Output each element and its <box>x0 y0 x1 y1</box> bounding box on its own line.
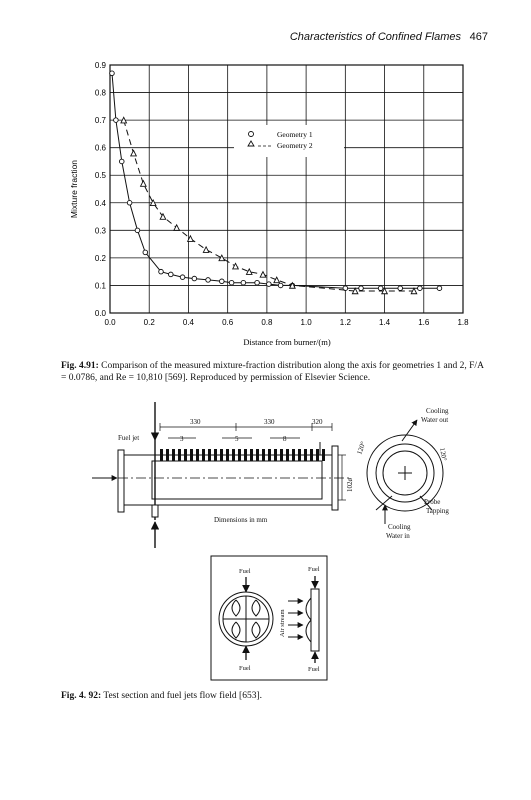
data-point-geometry-1 <box>127 200 132 205</box>
dim-8: 8 <box>283 435 287 443</box>
cooled-liner <box>152 461 322 499</box>
cooling-fin <box>220 449 223 461</box>
y-tick-label: 0.9 <box>94 61 106 70</box>
fuel-jet-label: Fuel jet <box>118 434 140 442</box>
running-title: Characteristics of Confined Flames <box>289 31 461 43</box>
cooling-fin <box>298 449 301 461</box>
data-point-geometry-2 <box>203 247 209 253</box>
data-point-geometry-1 <box>135 228 140 233</box>
figure-491-caption <box>61 360 486 384</box>
cooling-fin <box>280 449 283 461</box>
x-tick-label: 0.6 <box>222 318 234 327</box>
dim-5: 5 <box>235 435 239 443</box>
x-tick-label: 1.8 <box>457 318 469 327</box>
y-tick-label: 0.0 <box>94 309 106 318</box>
water-out-label: Water out <box>421 416 449 424</box>
cooling-fin <box>286 449 289 461</box>
angle-left-label: 120° <box>355 440 368 456</box>
data-point-geometry-1 <box>278 283 283 288</box>
cooling-fin <box>262 449 265 461</box>
page-number: 467 <box>469 31 488 43</box>
cooling-fin <box>244 449 247 461</box>
data-point-geometry-1 <box>378 286 383 291</box>
figure-492-label: Fig. 4. 92: <box>61 691 102 701</box>
data-point-geometry-1 <box>437 286 442 291</box>
x-tick-label: 0.4 <box>182 318 195 327</box>
data-point-geometry-2 <box>274 277 280 283</box>
data-point-geometry-1 <box>418 286 423 291</box>
cooling-fin <box>208 449 211 461</box>
cooling-fin <box>202 449 205 461</box>
data-point-geometry-2 <box>141 181 147 187</box>
fuel-label-bottom-left: Fuel <box>239 665 251 672</box>
cooling-fin <box>226 449 229 461</box>
cooling-out-label: Cooling <box>426 407 449 415</box>
cooling-fin <box>256 449 259 461</box>
x-tick-label: 1.0 <box>300 318 312 327</box>
data-point-geometry-1 <box>255 280 260 285</box>
y-tick-label: 0.4 <box>94 198 106 208</box>
water-in-label: Water in <box>386 532 410 540</box>
plot-frame <box>110 65 463 313</box>
data-point-geometry-1 <box>192 276 197 281</box>
data-point-geometry-1 <box>110 71 115 76</box>
cooling-fin <box>190 449 193 461</box>
x-tick-label: 1.2 <box>339 318 351 327</box>
tapping-label: Tapping <box>426 507 449 515</box>
cooling-fin <box>310 449 313 461</box>
legend-label-geometry-1: Geometry 1 <box>277 130 313 139</box>
fuel-label-bottom-right: Fuel <box>308 666 320 673</box>
air-stream-label: Air stream <box>279 609 286 637</box>
cooling-fin <box>292 449 295 461</box>
series-group <box>110 71 442 294</box>
angle-right-label: 120° <box>438 446 449 462</box>
cooling-fin <box>316 449 319 461</box>
x-tick-label: 1.6 <box>418 318 430 327</box>
data-point-geometry-1 <box>143 250 148 255</box>
dimensions-note: Dimensions in mm <box>214 516 268 524</box>
x-tick-label: 0.2 <box>143 318 155 327</box>
data-point-geometry-1 <box>168 272 173 277</box>
data-point-geometry-1 <box>180 275 185 280</box>
mixture-fraction-chart <box>69 61 469 347</box>
dim-320: 320 <box>312 418 323 426</box>
fuel-jets-diagram <box>211 556 327 680</box>
data-point-geometry-2 <box>233 263 239 269</box>
cooling-fin <box>250 449 253 461</box>
cooling-fin <box>184 449 187 461</box>
figure-492-caption-text: Test section and fuel jets flow field [653]. <box>103 691 263 701</box>
grid <box>110 65 463 313</box>
legend-label-geometry-2: Geometry 2 <box>277 141 313 150</box>
bottom-port <box>152 505 158 517</box>
data-point-geometry-2 <box>246 269 252 275</box>
cooling-in-label: Cooling <box>388 523 411 531</box>
x-tick-label: 1.4 <box>378 318 391 327</box>
cooling-fin <box>274 449 277 461</box>
x-tick-labels <box>104 318 469 327</box>
cooling-fin <box>232 449 235 461</box>
y-tick-label: 0.6 <box>94 143 106 153</box>
dim-3: 3 <box>180 435 184 443</box>
y-tick-label: 0.8 <box>94 88 106 98</box>
cooling-fin <box>268 449 271 461</box>
figure-492-caption <box>61 690 486 702</box>
x-axis-label: Distance from burner/(m) <box>243 337 331 347</box>
data-point-geometry-1 <box>159 269 164 274</box>
data-point-geometry-1 <box>119 159 124 164</box>
figure-491-caption-text: Comparison of the measured mixture-fraction distribution along the axis for geometries 1 and 2, F/A = 0.0786, and Re = 10,810 [569]. Reproduced by permission of Elsevier Science. <box>61 361 484 383</box>
dim-102: 102ø <box>346 478 354 492</box>
cooling-fin <box>214 449 217 461</box>
data-point-geometry-2 <box>131 150 137 156</box>
data-point-geometry-2 <box>174 225 180 231</box>
data-point-geometry-1 <box>241 280 246 285</box>
data-point-geometry-1 <box>229 280 234 285</box>
dim-330b: 330 <box>264 418 275 426</box>
cooling-out-arrow <box>402 420 417 441</box>
data-point-geometry-1 <box>219 279 224 284</box>
y-tick-label: 0.3 <box>94 226 106 236</box>
cooling-fin <box>172 449 175 461</box>
y-tick-label: 0.7 <box>94 116 106 126</box>
x-tick-label: 0.8 <box>261 318 273 327</box>
data-point-geometry-2 <box>260 272 266 278</box>
data-point-geometry-1 <box>398 286 403 291</box>
inlet-flange <box>118 450 124 512</box>
y-tick-label: 0.1 <box>94 281 106 291</box>
data-point-geometry-1 <box>114 118 119 123</box>
dim-330a: 330 <box>190 418 201 426</box>
data-point-geometry-1 <box>359 286 364 291</box>
y-tick-label: 0.2 <box>94 253 106 263</box>
probe-label: Probe <box>424 498 441 506</box>
x-tick-label: 0.0 <box>104 318 116 327</box>
y-tick-labels <box>95 61 107 318</box>
legend <box>234 125 344 157</box>
y-axis-label: Mixture fraction <box>69 159 79 219</box>
data-point-geometry-1 <box>206 278 211 283</box>
data-point-geometry-1 <box>267 282 272 287</box>
cooling-fin <box>238 449 241 461</box>
series-line-geometry-1 <box>112 73 440 288</box>
fuel-label-top-right: Fuel <box>308 566 320 573</box>
y-tick-label: 0.5 <box>94 171 106 181</box>
cooling-fin <box>196 449 199 461</box>
cooling-fin <box>166 449 169 461</box>
cooling-fin <box>160 449 163 461</box>
fuel-label-top-left: Fuel <box>239 568 251 575</box>
cooling-fin <box>304 449 307 461</box>
cooling-fin <box>178 449 181 461</box>
cooling-fin <box>322 449 325 461</box>
combustor-tube <box>118 455 338 505</box>
figure-491-label: Fig. 4.91: <box>61 361 99 371</box>
